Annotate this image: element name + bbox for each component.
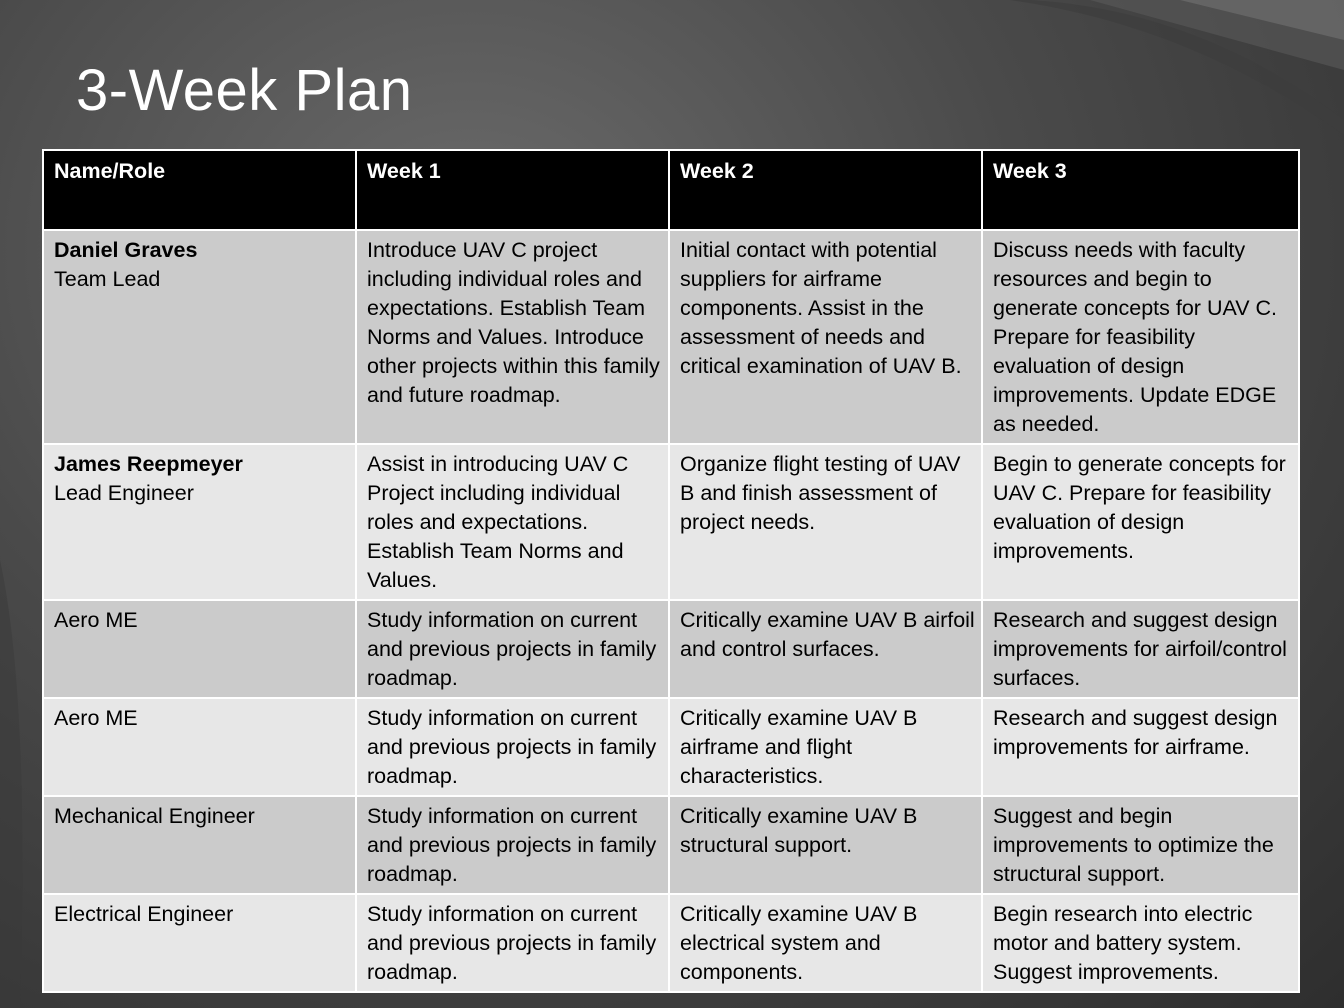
week-3-cell: Discuss needs with faculty resources and begin to generate concepts for UAV C. Prepare for feasibility evaluation of design improvements. Update EDGE as needed. (982, 230, 1299, 444)
person-name: Daniel Graves (54, 238, 198, 262)
week-1-cell: Study information on current and previous projects in family roadmap. (356, 796, 669, 894)
header-week-2: Week 2 (669, 150, 982, 230)
slide-title: 3-Week Plan (76, 58, 413, 123)
plan-table-header (43, 150, 1299, 230)
person-name: James Reepmeyer (54, 452, 243, 476)
week-2-cell: Organize flight testing of UAV B and finish assessment of project needs. (669, 444, 982, 600)
week-1-cell: Assist in introducing UAV C Project including individual roles and expectations. Establish Team Norms and Values. (356, 444, 669, 600)
table-row (43, 600, 1299, 698)
name-role-cell (43, 230, 356, 444)
table-row (43, 698, 1299, 796)
week-3-cell: Suggest and begin improvements to optimize the structural support. (982, 796, 1299, 894)
week-2-cell: Initial contact with potential suppliers for airframe components. Assist in the assessment of needs and critical examination of UAV B. (669, 230, 982, 444)
name-role-cell (43, 894, 356, 992)
week-3-cell: Research and suggest design improvements for airfoil/control surfaces. (982, 600, 1299, 698)
table-row (43, 444, 1299, 600)
week-2-cell: Critically examine UAV B airframe and flight characteristics. (669, 698, 982, 796)
week-1-cell: Study information on current and previous projects in family roadmap. (356, 600, 669, 698)
header-week-3: Week 3 (982, 150, 1299, 230)
person-role: Lead Engineer (54, 481, 194, 505)
week-3-cell: Begin to generate concepts for UAV C. Prepare for feasibility evaluation of design improvements. (982, 444, 1299, 600)
plan-table (42, 149, 1300, 993)
header-row (43, 150, 1299, 230)
week-1-cell: Study information on current and previous projects in family roadmap. (356, 894, 669, 992)
name-role-cell (43, 444, 356, 600)
week-3-cell: Begin research into electric motor and battery system. Suggest improvements. (982, 894, 1299, 992)
table-row (43, 796, 1299, 894)
person-role: Electrical Engineer (54, 902, 234, 926)
name-role-cell (43, 698, 356, 796)
person-role: Aero ME (54, 608, 138, 632)
header-name-role: Name/Role (43, 150, 356, 230)
week-1-cell: Introduce UAV C project including individual roles and expectations. Establish Team Norms and Values. Introduce other projects within this family and future roadmap. (356, 230, 669, 444)
name-role-cell (43, 796, 356, 894)
week-3-cell: Research and suggest design improvements for airframe. (982, 698, 1299, 796)
week-1-cell: Study information on current and previous projects in family roadmap. (356, 698, 669, 796)
week-2-cell: Critically examine UAV B airfoil and control surfaces. (669, 600, 982, 698)
person-role: Mechanical Engineer (54, 804, 255, 828)
week-2-cell: Critically examine UAV B electrical system and components. (669, 894, 982, 992)
table-row (43, 894, 1299, 992)
header-week-1: Week 1 (356, 150, 669, 230)
week-2-cell: Critically examine UAV B structural support. (669, 796, 982, 894)
person-role: Team Lead (54, 267, 161, 291)
table-row (43, 230, 1299, 444)
plan-table-body (43, 230, 1299, 992)
name-role-cell (43, 600, 356, 698)
person-role: Aero ME (54, 706, 138, 730)
